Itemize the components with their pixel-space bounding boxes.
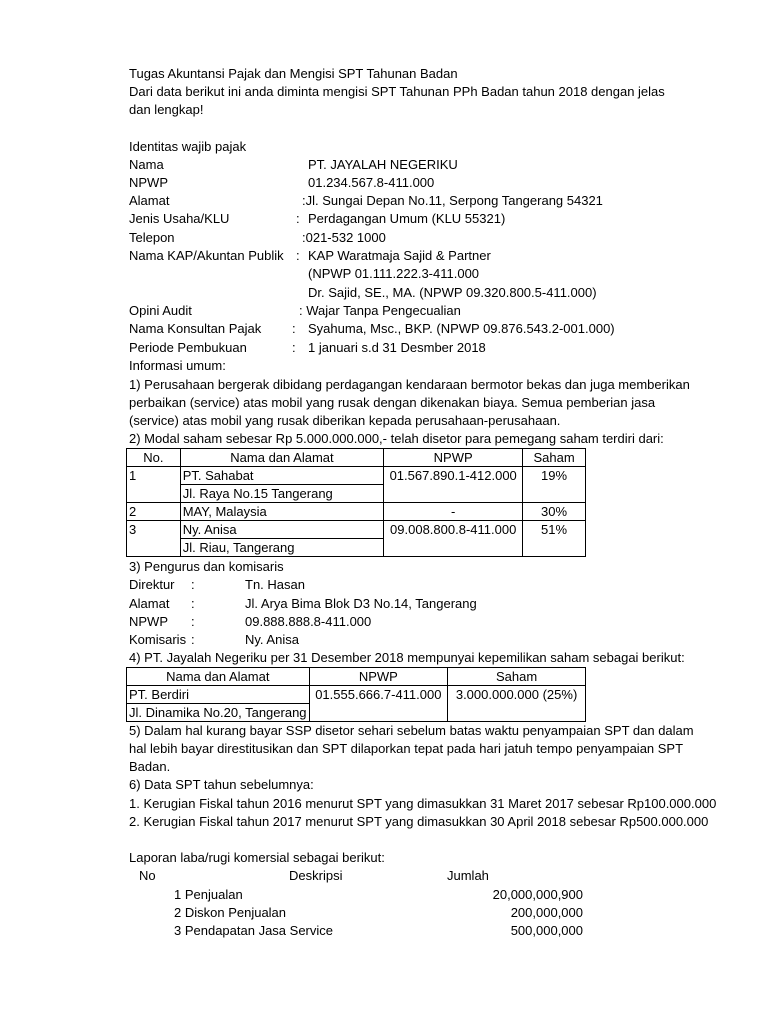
periode-colon: : [292,340,296,355]
row-no: 3 [127,521,181,557]
alamat-label: Alamat [129,193,170,208]
header-saham: Saham [448,668,586,686]
table-row [127,503,586,521]
telepon-value: :021-532 1000 [302,230,386,245]
note-6-item-2: 2. Kerugian Fiskal tahun 2017 menurut SPT yang dimasukkan 30 April 2018 sebesar Rp500.000.000 [129,814,709,829]
kap-colon: : [296,248,300,263]
row-saham: 51% [523,521,586,557]
row-address: Jl. Dinamika No.20, Tangerang [127,704,310,722]
intro-line-2: dan lengkap! [129,102,204,117]
alamat-value: :Jl. Sungai Depan No.11, Serpong Tangerang 54321 [302,193,603,208]
kap-value-2: (NPWP 01.111.222.3-411.000 [308,266,480,281]
kepemilikan-table [126,667,586,722]
table-header-row [127,449,586,467]
shareholders-table [126,448,586,557]
informasi-heading: Informasi umum: [129,358,226,373]
jenis-usaha-colon: : [296,211,300,226]
pengurus-alamat-value: Jl. Arya Bima Blok D3 No.14, Tangerang [245,596,477,611]
note-5-line-2: hal lebih bayar direstitusikan dan SPT dilaporkan tepat pada hari jatuh tempo penyampaian SPT [129,741,684,756]
kepemilikan-heading: 4) PT. Jayalah Negeriku per 31 Desember 2018 mempunyai kepemilikan saham sebagai berikut: [129,650,685,665]
komisaris-label: Komisaris [129,632,187,647]
note-5-line-3: Badan. [129,759,171,774]
konsultan-colon: : [292,321,296,336]
informasi-p1-line-3: (service) atas mobil yang rusak diberikan kepada perusahaan-perusahaan. [129,413,561,428]
kap-value-1: KAP Waratmaja Sajid & Partner [308,248,491,263]
row-name: PT. Sahabat [180,467,384,485]
informasi-p1-line-1: 1) Perusahaan bergerak dibidang perdagangan kendaraan bermotor bekas dan juga memberikan [129,377,690,392]
note-5-line-1: 5) Dalam hal kurang bayar SSP disetor sehari sebelum batas waktu penyampaian SPT dan dalam [129,723,694,738]
kap-label: Nama KAP/Akuntan Publik [129,248,284,263]
identitas-heading: Identitas wajib pajak [129,139,247,154]
pengurus-npwp-value: 09.888.888.8-411.000 [245,614,372,629]
header-saham: Saham [523,449,586,467]
row-name: PT. Berdiri [127,686,310,704]
nama-value: PT. JAYALAH NEGERIKU [308,157,458,172]
header-no: No. [127,449,181,467]
opini-label: Opini Audit [129,303,192,318]
nama-label: Nama [129,157,164,172]
note-6-item-1: 1. Kerugian Fiskal tahun 2016 menurut SPT yang dimasukkan 31 Maret 2017 sebesar Rp100.000.000 [129,796,717,811]
row-npwp: - [384,503,523,521]
header-nama-alamat: Nama dan Alamat [127,668,310,686]
komisaris-value: Ny. Anisa [245,632,299,647]
row-saham: 19% [523,467,586,503]
informasi-p1-line-2: perbaikan (service) atas mobil yang rusak dengan dikenakan biaya. Semua pemberian jasa [129,395,656,410]
periode-label: Periode Pembukuan [129,340,247,355]
laporan-row-label: 3 Pendapatan Jasa Service [174,923,333,938]
row-saham: 30% [523,503,586,521]
laporan-col-desc: Deskripsi [289,868,343,883]
header-nama-alamat: Nama dan Alamat [180,449,384,467]
direktur-value: Tn. Hasan [245,577,305,592]
pengurus-alamat-label: Alamat [129,596,170,611]
row-address: Jl. Raya No.15 Tangerang [180,485,384,503]
pengurus-npwp-label: NPWP [129,614,168,629]
laporan-row-amount: 500,000,000 [510,923,583,938]
konsultan-value: Syahuma, Msc., BKP. (NPWP 09.876.543.2-001.000) [308,321,615,336]
table-row [127,521,586,539]
header-npwp: NPWP [384,449,523,467]
laporan-row-amount: 20,000,000,900 [492,887,583,902]
direktur-label: Direktur [129,577,175,592]
telepon-label: Telepon [129,230,175,245]
row-npwp: 01.567.890.1-412.000 [384,467,523,503]
npwp-value: 01.234.567.8-411.000 [308,175,435,190]
header-npwp: NPWP [309,668,448,686]
laporan-col-no: No [139,868,156,883]
laporan-row-amount: 200,000,000 [510,905,583,920]
table-row [127,686,586,704]
row-name: MAY, Malaysia [180,503,384,521]
row-name: Ny. Anisa [180,521,384,539]
pengurus-alamat-colon: : [191,596,195,611]
konsultan-label: Nama Konsultan Pajak [129,321,262,336]
row-no: 1 [127,467,181,503]
note-6-heading: 6) Data SPT tahun sebelumnya: [129,777,314,792]
pengurus-heading: 3) Pengurus dan komisaris [129,559,284,574]
periode-value: 1 januari s.d 31 Desmber 2018 [308,340,486,355]
direktur-colon: : [191,577,195,592]
laporan-row-label: 2 Diskon Penjualan [174,905,287,920]
jenis-usaha-value: Perdagangan Umum (KLU 55321) [308,211,506,226]
row-no: 2 [127,503,181,521]
row-npwp: 09.008.800.8-411.000 [384,521,523,557]
row-saham: 3.000.000.000 (25%) [448,686,586,722]
row-npwp: 01.555.666.7-411.000 [309,686,448,722]
jenis-usaha-label: Jenis Usaha/KLU [129,211,230,226]
intro-line-1: Dari data berikut ini anda diminta mengisi SPT Tahunan PPh Badan tahun 2018 dengan jelas [129,84,665,99]
laporan-col-amount: Jumlah [447,868,489,883]
kap-value-3: Dr. Sajid, SE., MA. (NPWP 09.320.800.5-411.000) [308,285,597,300]
laporan-row-label: 1 Penjualan [174,887,243,902]
laporan-heading: Laporan laba/rugi komersial sebagai berikut: [129,850,385,865]
row-address: Jl. Riau, Tangerang [180,539,384,557]
table-header-row [127,668,586,686]
npwp-label: NPWP [129,175,168,190]
komisaris-colon: : [191,632,195,647]
informasi-p2: 2) Modal saham sebesar Rp 5.000.000.000,- telah disetor para pemegang saham terdiri dari: [129,431,664,446]
document-title: Tugas Akuntansi Pajak dan Mengisi SPT Tahunan Badan [129,66,458,81]
pengurus-npwp-colon: : [191,614,195,629]
table-row [127,467,586,485]
opini-value: : Wajar Tanpa Pengecualian [299,303,461,318]
